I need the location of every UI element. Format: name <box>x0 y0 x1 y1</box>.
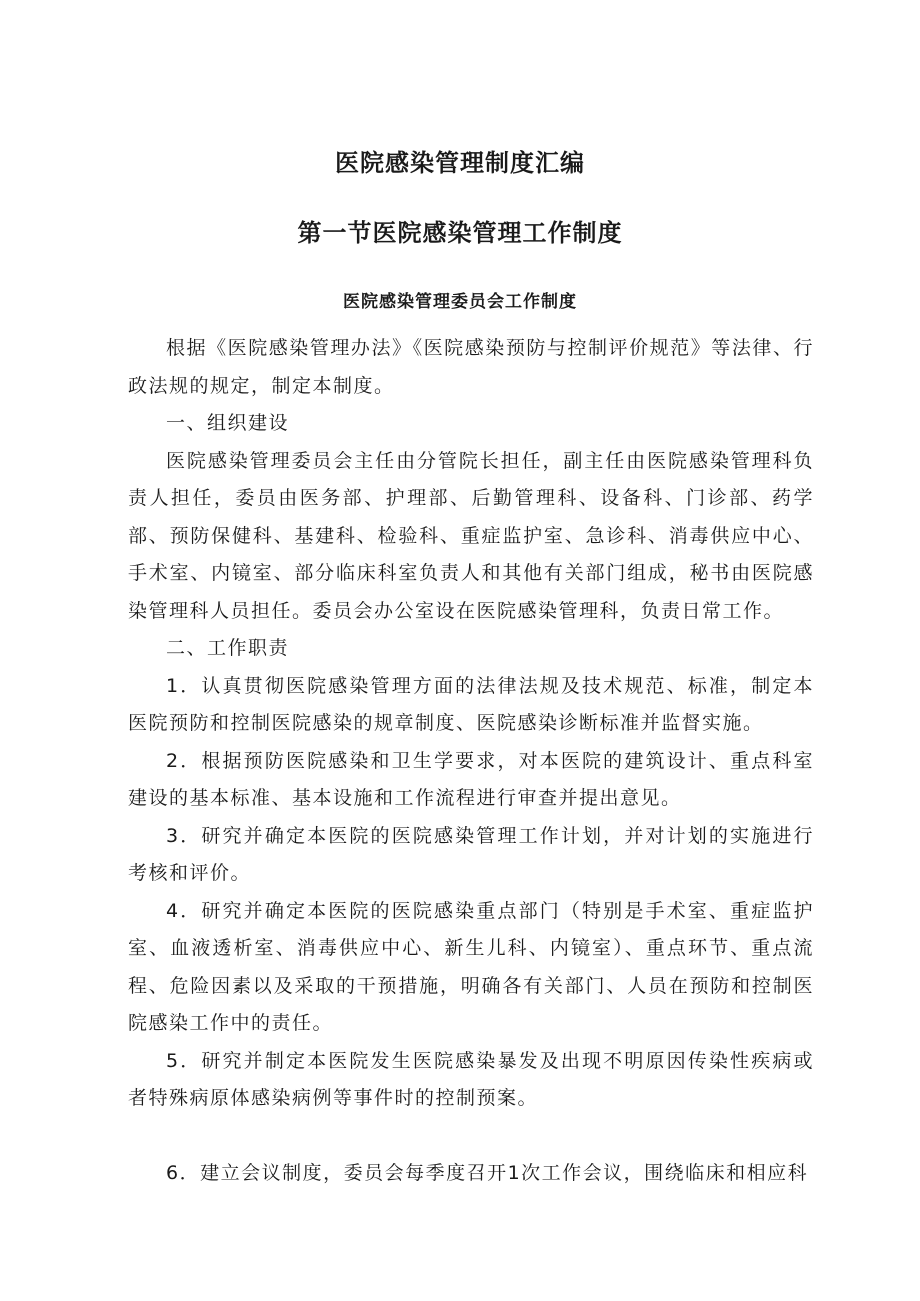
duty-item-2: 2．根据预防医院感染和卫生学要求，对本医院的建筑设计、重点科室建设的基本标准、基本设施和工作流程进行审查并提出意见。 <box>128 749 814 809</box>
heading-duties: 二、工作职责 <box>166 637 290 659</box>
sub-title: 医院感染管理委员会工作制度 <box>343 292 577 312</box>
duty-item-6: 6．建立会议制度，委员会每季度召开1次工作会议，围绕临床和相应科 <box>166 1161 809 1184</box>
duty-item-4: 4．研究并确定本医院的医院感染重点部门（特别是手术室、重症监护室、血液透析室、消毒供应中心、新生儿科、内镜室）、重点环节、重点流程、危险因素以及采取的干预措施，明确各有关部门、人员在预防和控制医院感染工作中的责任。 <box>128 899 814 1034</box>
duty-item-3: 3．研究并确定本医院的医院感染管理工作计划，并对计划的实施进行考核和评价。 <box>128 824 814 884</box>
paragraph-intro: 根据《医院感染管理办法》《医院感染预防与控制评价规范》等法律、行政法规的规定，制定本制度。 <box>128 337 814 397</box>
paragraph-gap <box>128 1118 814 1155</box>
duty-item-1: 1．认真贯彻医院感染管理方面的法律法规及技术规范、标准，制定本医院预防和控制医院感染的规章制度、医院感染诊断标准并监督实施。 <box>128 674 814 734</box>
heading-organization: 一、组织建设 <box>166 412 290 434</box>
document-title: 医院感染管理制度汇编 <box>335 149 585 177</box>
document-body <box>128 330 814 1192</box>
paragraph-organization: 医院感染管理委员会主任由分管院长担任，副主任由医院感染管理科负责人担任，委员由医务部、护理部、后勤管理科、设备科、门诊部、药学部、预防保健科、基建科、检验科、重症监护室、急诊科、消毒供应中心、手术室、内镜室、部分临床科室负责人和其他有关部门组成，秘书由医院感染管理科人员担任。委员会办公室设在医院感染管理科，负责日常工作。 <box>128 449 814 622</box>
section-title: 第一节医院感染管理工作制度 <box>297 219 623 247</box>
duty-item-5: 5．研究并制定本医院发生医院感染暴发及出现不明原因传染性疾病或者特殊病原体感染病例等事件时的控制预案。 <box>128 1049 814 1109</box>
